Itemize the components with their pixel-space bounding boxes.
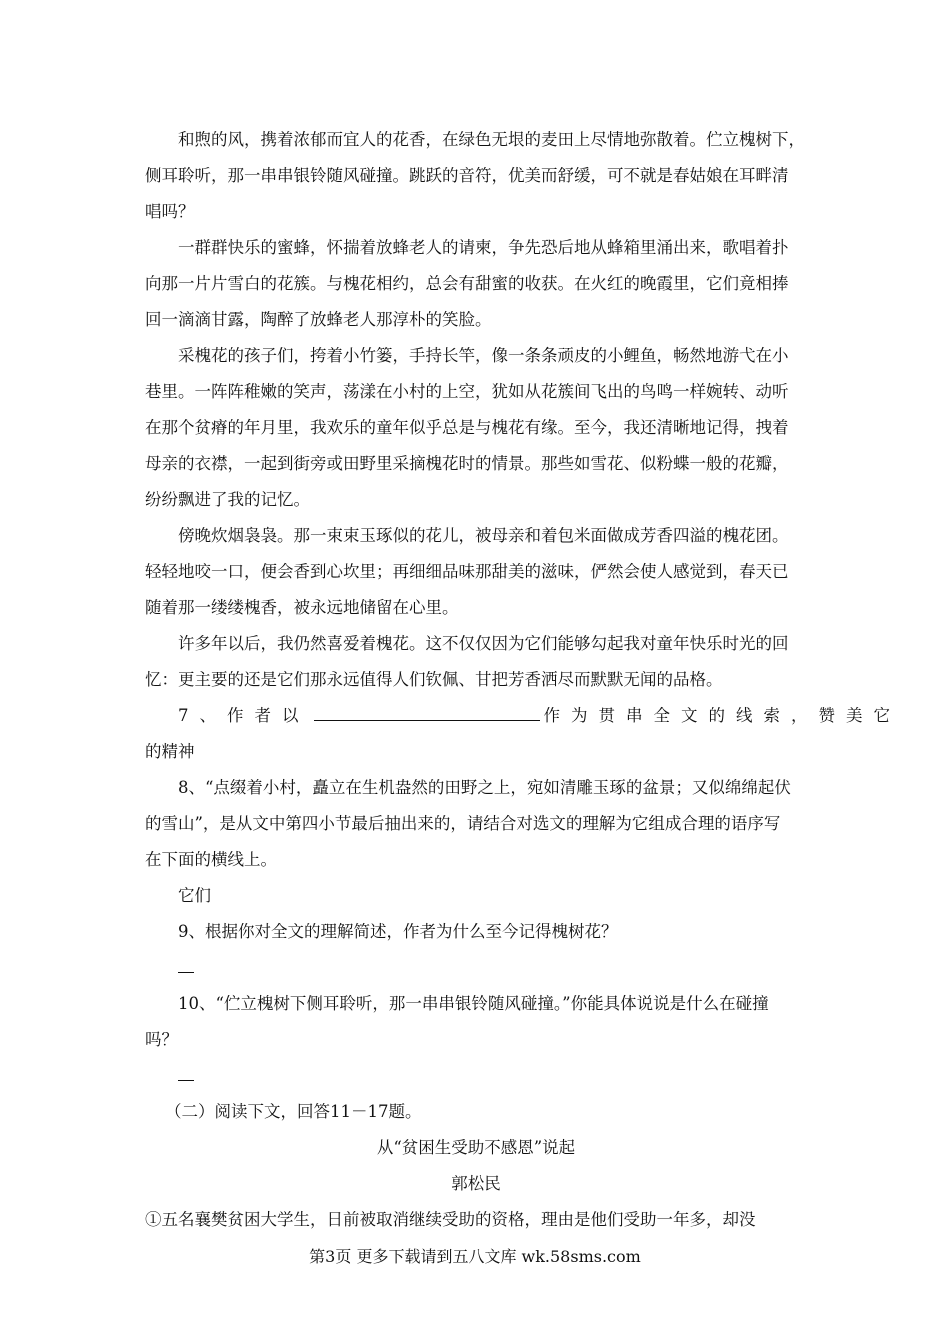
article-author: 郭松民 bbox=[451, 1174, 501, 1193]
text-line: 的雪山”，是从文中第四小节最后抽出来的，请结合对选文的理解为它组成合理的语序写 bbox=[145, 814, 781, 833]
paragraph-1 bbox=[145, 122, 807, 230]
text-line: 轻轻地咬一口，便会香到心坎里；再细细品味那甜美的滋味，俨然会使人感觉到，春天已 bbox=[145, 562, 789, 581]
article-paragraph-1: ①五名襄樊贫困大学生，日前被取消继续受助的资格，理由是他们受助一年多，却没 bbox=[145, 1210, 756, 1229]
text-line: 采槐花的孩子们，挎着小竹篓，手持长竿，像一条条顽皮的小鲤鱼，畅然地游弋在小 bbox=[178, 346, 789, 365]
text-line: 许多年以后，我仍然喜爱着槐花。这不仅仅因为它们能够勾起我对童年快乐时光的回 bbox=[178, 634, 789, 653]
text-line: 在那个贫瘠的年月里，我欢乐的童年似乎总是与槐花有缘。至今，我还清晰地记得，拽着 bbox=[145, 418, 789, 437]
paragraph-2 bbox=[145, 230, 807, 338]
page-footer: 第3页 更多下载请到五八文库 wk.58sms.com bbox=[309, 1247, 641, 1266]
paragraph-5 bbox=[145, 626, 807, 698]
paragraph-3 bbox=[145, 338, 807, 518]
text-line: 侧耳聆听，那一串串银铃随风碰撞。跳跃的音符，优美而舒缓，可不就是春姑娘在耳畔清 bbox=[145, 166, 789, 185]
answer-dash bbox=[178, 952, 194, 973]
text-line: 母亲的衣襟，一起到街旁或田野里采摘槐花时的情景。那些如雪花、似粉蝶一般的花瓣， bbox=[145, 454, 789, 473]
answer-line-start: 它们 bbox=[178, 886, 211, 905]
question-7-suffix: 作为贯串全文的线索，赞美它 bbox=[543, 706, 901, 725]
question-10 bbox=[145, 986, 807, 1094]
answer-line[interactable] bbox=[145, 1058, 807, 1094]
text-line: 巷里。一阵阵稚嫩的笑声，荡漾在小村的上空，犹如从花簇间飞出的鸟鸣一样婉转、动听 bbox=[145, 382, 789, 401]
text-line: 9、根据你对全文的理解简述，作者为什么至今记得槐树花？ bbox=[178, 922, 618, 941]
text-line: 忆：更主要的还是它们那永远值得人们钦佩、甘把芳香洒尽而默默无闻的品格。 bbox=[145, 670, 723, 689]
text-line: 随着那一缕缕槐香，被永远地储留在心里。 bbox=[145, 598, 459, 617]
question-9 bbox=[145, 914, 807, 986]
answer-blank[interactable] bbox=[314, 702, 540, 721]
text-line: 在下面的横线上。 bbox=[145, 850, 277, 869]
text-line: 向那一片片雪白的花簇。与槐花相约，总会有甜蜜的收获。在火红的晚霞里，它们竟相捧 bbox=[145, 274, 789, 293]
text-line: 和煦的风，携着浓郁而宜人的花香，在绿色无垠的麦田上尽情地弥散着。伫立槐树下， bbox=[178, 130, 805, 149]
page-body bbox=[145, 122, 901, 1238]
text-line: 回一滴滴甘露，陶醉了放蜂老人那淳朴的笑脸。 bbox=[145, 310, 492, 329]
question-8 bbox=[145, 770, 807, 914]
text-line: 10、“伫立槐树下侧耳聆听，那一串串银铃随风碰撞。”你能具体说说是什么在碰撞 bbox=[178, 994, 769, 1013]
answer-line[interactable] bbox=[145, 950, 807, 986]
article-title: 从“贫困生受助不感恩”说起 bbox=[376, 1138, 576, 1157]
question-7 bbox=[145, 698, 901, 770]
question-7-prefix: 7、作者以 bbox=[178, 706, 310, 725]
text-line: 唱吗？ bbox=[145, 202, 195, 221]
text-line: 的精神 bbox=[145, 742, 195, 761]
text-line: 一群群快乐的蜜蜂，怀揣着放蜂老人的请柬，争先恐后地从蜂箱里涌出来，歌唱着扑 bbox=[178, 238, 789, 257]
section-2-intro: （二）阅读下文，回答11－17题。 bbox=[165, 1102, 422, 1121]
text-line: 纷纷飘进了我的记忆。 bbox=[145, 490, 310, 509]
text-line: 8、“点缀着小村，矗立在生机盎然的田野之上，宛如清雕玉琢的盆景；又似绵绵起伏 bbox=[178, 778, 791, 797]
text-line: 傍晚炊烟袅袅。那一束束玉琢似的花儿，被母亲和着包米面做成芳香四溢的槐花团。 bbox=[178, 526, 789, 545]
text-line: 吗？ bbox=[145, 1030, 178, 1049]
question-7-line bbox=[145, 698, 901, 734]
answer-dash bbox=[178, 1060, 194, 1081]
paragraph-4 bbox=[145, 518, 807, 626]
